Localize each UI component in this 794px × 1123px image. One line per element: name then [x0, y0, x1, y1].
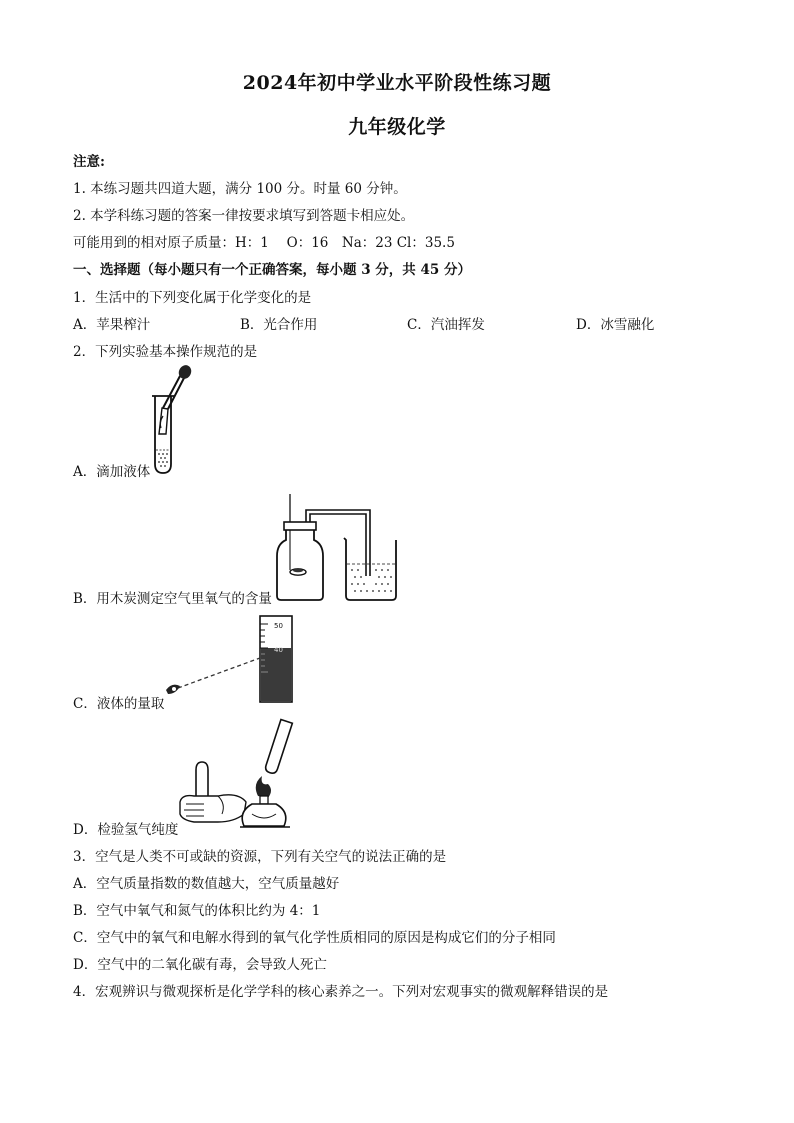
figure-charcoal-oxygen-apparatus — [272, 492, 402, 602]
q1-stem: 1．生活中的下列变化属于化学变化的是 — [73, 290, 312, 306]
page-title: 2024年初中学业水平阶段性练习题 — [242, 72, 552, 94]
q4-stem: 4．宏观辨识与微观探析是化学学科的核心素养之一。下列对宏观事实的微观解释错误的是 — [73, 984, 609, 1000]
figure-dropper-test-tube — [146, 364, 196, 476]
q1-option-c: C．汽油挥发 — [407, 317, 485, 333]
page-subtitle: 九年级化学 — [348, 116, 446, 138]
notes-heading: 注意: — [73, 154, 105, 170]
q1-option-a: A．苹果榨汁 — [73, 317, 151, 333]
figure-graduated-cylinder — [164, 614, 304, 706]
q2-option-d: D．检验氢气纯度 — [73, 822, 179, 838]
q2-stem: 2．下列实验基本操作规范的是 — [73, 344, 258, 360]
q1-option-b: B．光合作用 — [240, 317, 318, 333]
atomic-mass-line: 可能用到的相对原子质量：H：1 O：16 Na：23 Cl：35.5 — [73, 235, 455, 251]
q2-option-b: B．用木炭测定空气里氧气的含量 — [73, 591, 272, 607]
q3-option-a: A．空气质量指数的数值越大，空气质量越好 — [73, 876, 340, 892]
q1-option-d: D．冰雪融化 — [576, 317, 655, 333]
q3-option-b: B．空气中氧气和氮气的体积比约为 4：1 — [73, 903, 321, 919]
section-heading: 一、选择题（每小题只有一个正确答案，每小题 3 分，共 45 分） — [73, 262, 471, 278]
q2-option-a: A．滴加液体 — [73, 464, 151, 480]
cylinder-mark-40: 40 — [274, 646, 283, 654]
q3-option-d: D．空气中的二氧化碳有毒，会导致人死亡 — [73, 957, 327, 973]
figure-hydrogen-purity-test — [178, 718, 302, 834]
q3-stem: 3．空气是人类不可或缺的资源，下列有关空气的说法正确的是 — [73, 849, 447, 865]
q2-option-c: C．液体的量取 — [73, 696, 165, 712]
note-item-1: 1. 本练习题共四道大题，满分 100 分。时量 60 分钟。 — [73, 181, 407, 197]
q3-option-c: C．空气中的氧气和电解水得到的氧气化学性质相同的原因是构成它们的分子相同 — [73, 930, 556, 946]
cylinder-mark-50: 50 — [274, 622, 283, 630]
note-item-2: 2. 本学科练习题的答案一律按要求填写到答题卡相应处。 — [73, 208, 415, 224]
